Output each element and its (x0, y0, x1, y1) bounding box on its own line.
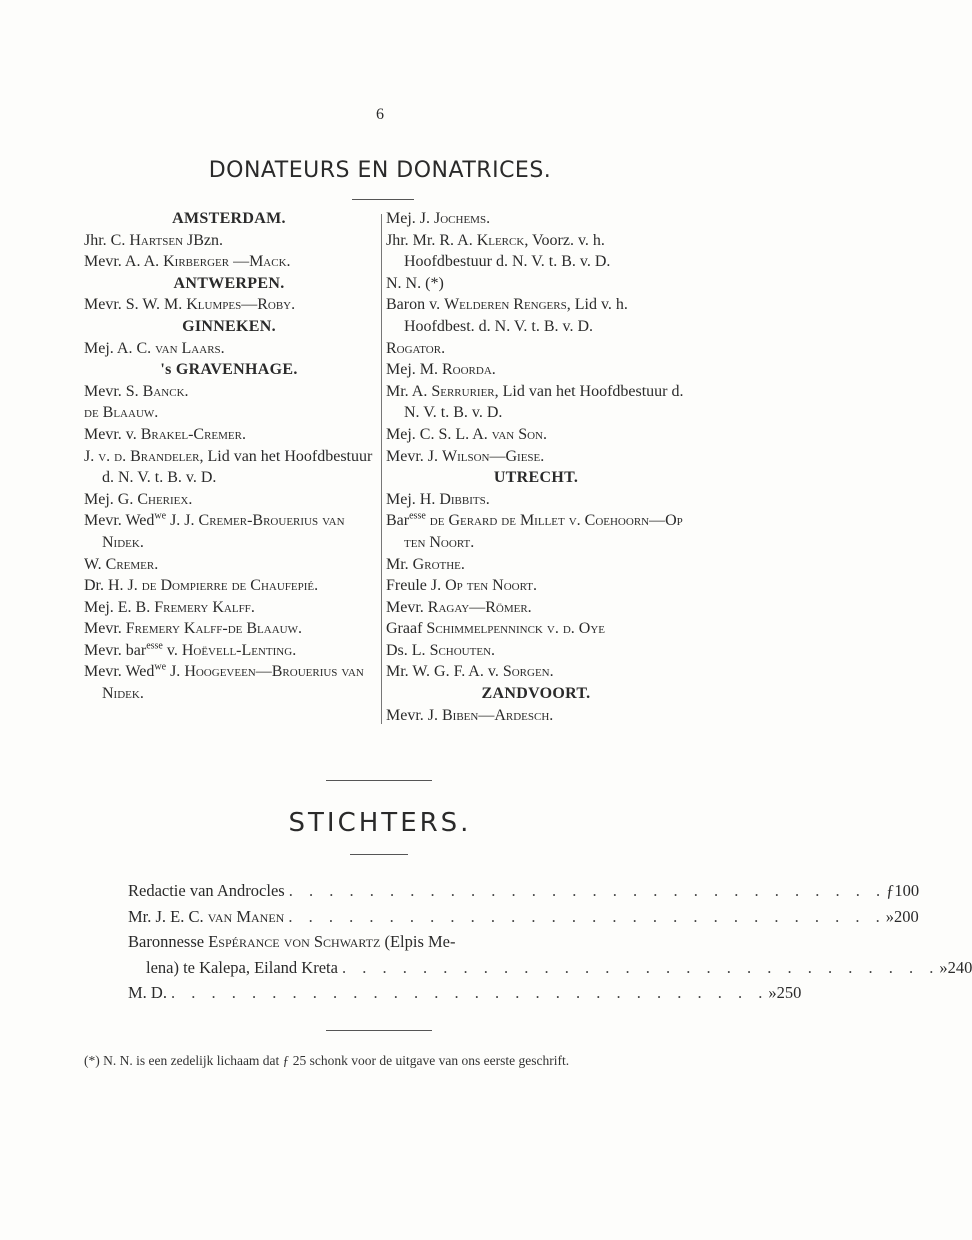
leader-dots: . . . . . . . . . . . . . . . . . . . . . . . . . . . . . . (288, 881, 887, 900)
donor-entry: Mej. J. Jochems. (386, 210, 491, 227)
donor-entry: Mevr. Ragay—Römer. (386, 598, 532, 616)
stichter-row: lena) te Kalepa, Eiland Kreta . . . . . . . . . . . . . . . . . . . . . . . . . . . . . . » 240 (128, 955, 634, 981)
donor-entry: Mej. E. B. Fremery Kalff. (84, 598, 255, 616)
page-title: DONATEURS EN DONATRICES. (208, 158, 552, 183)
stichters-list (128, 878, 972, 1006)
page-number: 6 (376, 106, 384, 123)
donor-entry: Dr. H. J. de Dompierre de Chaufepié. (84, 577, 319, 595)
leader-dots: . . . . . . . . . . . . . . . . . . . . . . . . . . . . . . (341, 957, 940, 977)
donor-entry: Mej. G. Cheriex. (84, 490, 193, 508)
donor-entry: Mevr. A. A. Kirberger —Mack. (84, 253, 291, 271)
donor-entry: Graaf Schimmelpenninck v. d. Oye (386, 620, 605, 638)
stichters-rule (350, 854, 408, 855)
donor-entry: Rogator. (386, 339, 446, 357)
amount: 200 (893, 906, 919, 926)
donor-entry: Mr. Grothe. (386, 555, 465, 573)
donor-entry: de Blaauw. (84, 404, 159, 422)
currency-mark: ƒ (886, 881, 895, 900)
donor-entry: Mr. A. Serrurier, Lid van het Hoofdbestuur d. N. V. t. B. v. D. (386, 382, 684, 422)
donor-entry: Mevr. Wed$^{we}$ J. Hoogeveen—Brouerius van Nidek. (84, 662, 364, 703)
currency-mark: » (885, 906, 894, 926)
donor-entry: Mej. A. C. van Laars. (84, 339, 225, 357)
stichters-title: STICHTERS. (288, 808, 472, 838)
donor-entry: Mevr. J. Wilson—Giese. (386, 447, 545, 465)
amount: 250 (776, 983, 802, 1002)
stichter-row: Mr. J. E. C. van Manen . . . . . . . . . . . . . . . . . . . . . . . . . . . . . . » 200 (128, 904, 634, 930)
donor-entry: Jhr. C. Hartsen JBzn. (84, 231, 224, 249)
donor-entry: Mevr. bar$^{esse}$ v. Hoëvell-Lenting. (84, 640, 297, 659)
donor-entry: Mevr. S. Banck. (84, 382, 189, 400)
donor-entry: J. v. d. Brandeler, Lid van het Hoofdbestuur d. N. V. t. B. v. D. (84, 447, 373, 487)
donor-entry: W. Cremer. (84, 555, 159, 573)
donor-entry: Mevr. Fremery Kalff-de Blaauw. (84, 620, 302, 638)
amount: 240 (947, 957, 972, 977)
donor-entry: Jhr. Mr. R. A. Klerck, Voorz. v. h. Hoofdbestuur d. N. V. t. B. v. D. (386, 231, 611, 271)
donor-entry: Mej. M. Roorda. (386, 361, 496, 379)
donor-entry: N. N. (*) (386, 274, 444, 292)
stichter-row: M. D. . . . . . . . . . . . . . . . . . . . . . . . . . . . . . . » 250 (128, 980, 634, 1006)
city-heading: UTRECHT. (493, 469, 579, 487)
stichter-row: Redactie van Androcles . . . . . . . . . . . . . . . . . . . . . . . . . . . . . . ƒ 100 (128, 878, 634, 904)
stichter-name-line: Baronnesse Espérance von Schwartz (Elpis Me- (128, 932, 456, 951)
leader-dots: . . . . . . . . . . . . . . . . . . . . . . . . . . . . . . (170, 983, 769, 1002)
donor-entry: Mevr. Wed$^{we}$ J. J. Cremer-Brouerius van Nidek. (84, 510, 345, 551)
donors-right-column (386, 208, 686, 726)
city-heading: ZANDVOORT. (481, 685, 591, 703)
donor-entry: Mevr. J. Biben—Ardesch. (386, 706, 554, 724)
section-rule (326, 780, 432, 781)
footnote: (*) N. N. is een zedelijk lichaam dat ƒ 25 schonk voor de uitgave van ons eerste geschrift. (84, 1053, 570, 1068)
donor-entry: Mevr. v. Brakel-Cremer. (84, 425, 246, 443)
donors-left-column (84, 208, 374, 705)
donor-entry: Bar$^{esse}$ de Gerard de Millet v. Coehoorn—Op ten Noort. (386, 510, 683, 551)
leader-dots: . . . . . . . . . . . . . . . . . . . . . . . . . . . . . . (288, 906, 886, 926)
currency-mark: » (939, 957, 948, 977)
title-rule (352, 199, 414, 200)
footnote-rule (326, 1030, 432, 1031)
city-heading: ANTWERPEN. (173, 274, 285, 292)
currency-mark: » (768, 983, 777, 1002)
city-heading: AMSTERDAM. (172, 210, 286, 227)
city-heading: 's GRAVENHAGE. (160, 361, 298, 379)
donor-entry: Freule J. Op ten Noort. (386, 577, 538, 595)
donor-entry: Mej. H. Dibbits. (386, 490, 490, 508)
donor-entry: Baron v. Welderen Rengers, Lid v. h. Hoofdbest. d. N. V. t. B. v. D. (386, 296, 628, 335)
amount: 100 (894, 881, 920, 900)
column-divider (381, 214, 382, 724)
city-heading: GINNEKEN. (182, 317, 276, 335)
donor-entry: Ds. L. Schouten. (386, 641, 496, 659)
donor-entry: Mr. W. G. F. A. v. Sorgen. (386, 663, 554, 681)
donor-entry: Mevr. S. W. M. Klumpes—Roby. (84, 296, 296, 314)
donor-entry: Mej. C. S. L. A. van Son. (386, 425, 547, 443)
